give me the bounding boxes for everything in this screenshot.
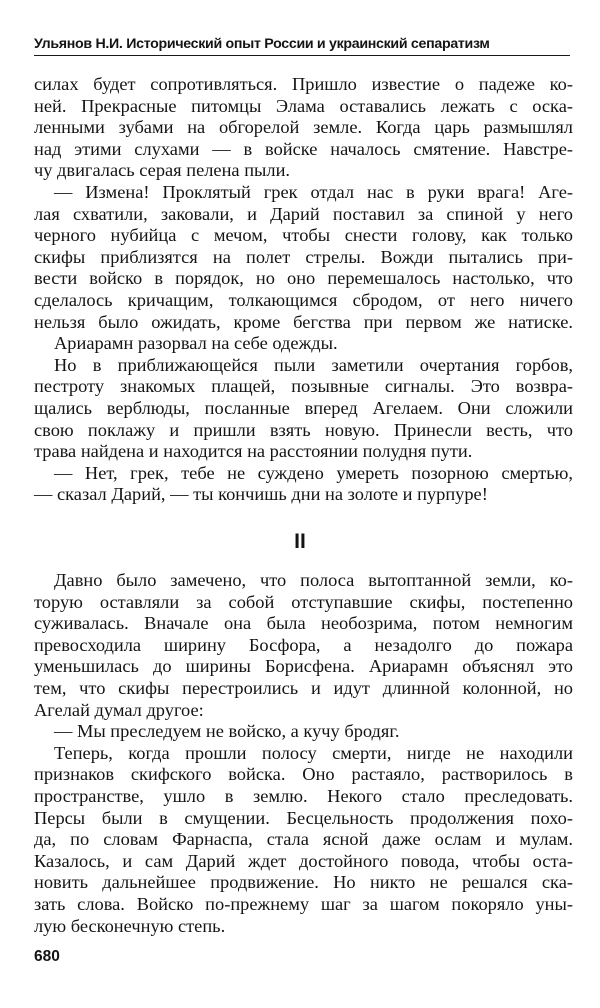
text-line: признаков скифского войска. Оно растаяло, растворилось в — [34, 764, 573, 785]
text-line: новить дальнейшее продвижение. Но никто не решался ска- — [34, 872, 573, 893]
text-line: лую бесконечную степь. — [34, 915, 226, 936]
text-line: ленными зубами на обгорелой земле. Когда царь размышлял — [34, 117, 573, 138]
text-line: щались верблюды, посланные вперед Агелаем. Они сложили — [34, 397, 573, 418]
text-line: силах будет сопротивляться. Пришло известие о падеже ко- — [34, 74, 573, 94]
text-line: торую оставляли за собой отступавшие скифы, постепенно — [34, 591, 573, 612]
text-line: пространстве, ушло в землю. Некого стало преследовать. — [34, 785, 573, 806]
text-line: превосходила ширину Босфора, а незадолго до пожара — [34, 634, 573, 655]
text-line: свою поклажу и пришли взять новую. Принесли весть, что — [34, 419, 573, 440]
text-line: — Нет, грек, тебе не суждено умереть позорною смертью, — [54, 462, 573, 483]
page-number: 680 — [34, 948, 60, 965]
text-line: нельзя было ожидать, кроме бегства при первом же натиске. — [34, 311, 573, 332]
text-line: Давно было замечено, что полоса вытоптанной земли, ко- — [54, 570, 573, 590]
text-line: Казалось, и сам Дарий ждет достойного повода, чтобы оста- — [34, 850, 573, 871]
text-line: лая схватили, заковали, и Дарий поставил за спиной у него — [34, 203, 573, 224]
text-line: — сказал Дарий, — ты кончишь дни на золоте и пурпуре! — [34, 484, 488, 505]
text-block-2 — [34, 570, 573, 937]
text-line: суживалась. Вначале она была необозрима, потом немногим — [34, 613, 573, 634]
text-line: черного нубийца с мечом, чтобы снести голову, как только — [34, 225, 573, 246]
text-line: Агелай думал другое: — [34, 699, 204, 720]
text-line: скифы приблизятся на полет стрелы. Вожди пытались при- — [34, 246, 573, 267]
text-line: ней. Прекрасные питомцы Элама оставались лежать с оска- — [34, 95, 573, 116]
running-header: Ульянов Н.И. Исторический опыт России и украинский сепаратизм — [34, 36, 570, 56]
text-line: Персы были в смущении. Бесцельность продолжения похо- — [34, 807, 573, 828]
text-block-1 — [34, 74, 573, 506]
chapter-number: II — [294, 530, 306, 553]
text-line: уменьшилась до ширины Борисфена. Ариарамн объяснял это — [34, 656, 573, 677]
text-line: Теперь, когда прошли полосу смерти, нигде не находили — [54, 742, 573, 763]
text-line: чу двигалась серая пелена пыли. — [34, 160, 291, 181]
text-line: сделалось кричащим, толкающимся сбродом, от него ничего — [34, 289, 573, 310]
text-line: — Мы преследуем не войско, а кучу бродяг. — [54, 721, 400, 742]
text-line: — Измена! Проклятый грек отдал нас в руки врага! Аге- — [54, 181, 573, 202]
text-line: да, по словам Фарнаспа, стала ясной даже ослам и мулам. — [34, 829, 573, 850]
text-line: над этими слухами — в войске началось смятение. Навстре- — [34, 138, 573, 159]
text-line: Но в приближающейся пыли заметили очертания горбов, — [54, 354, 573, 375]
text-line: вести войско в порядок, но оно перемешалось настолько, что — [34, 268, 573, 289]
text-line: пестроту знакомых плащей, позывные сигналы. Это возвра- — [34, 376, 573, 397]
text-line: зать слова. Войско по-прежнему шаг за шагом покоряло уны- — [34, 893, 573, 914]
text-line: трава найдена и находится на расстоянии полудня пути. — [34, 441, 473, 462]
text-line: Ариарамн разорвал на себе одежды. — [54, 333, 338, 354]
text-line: тем, что скифы перестроились и идут длинной колонной, но — [34, 677, 573, 698]
